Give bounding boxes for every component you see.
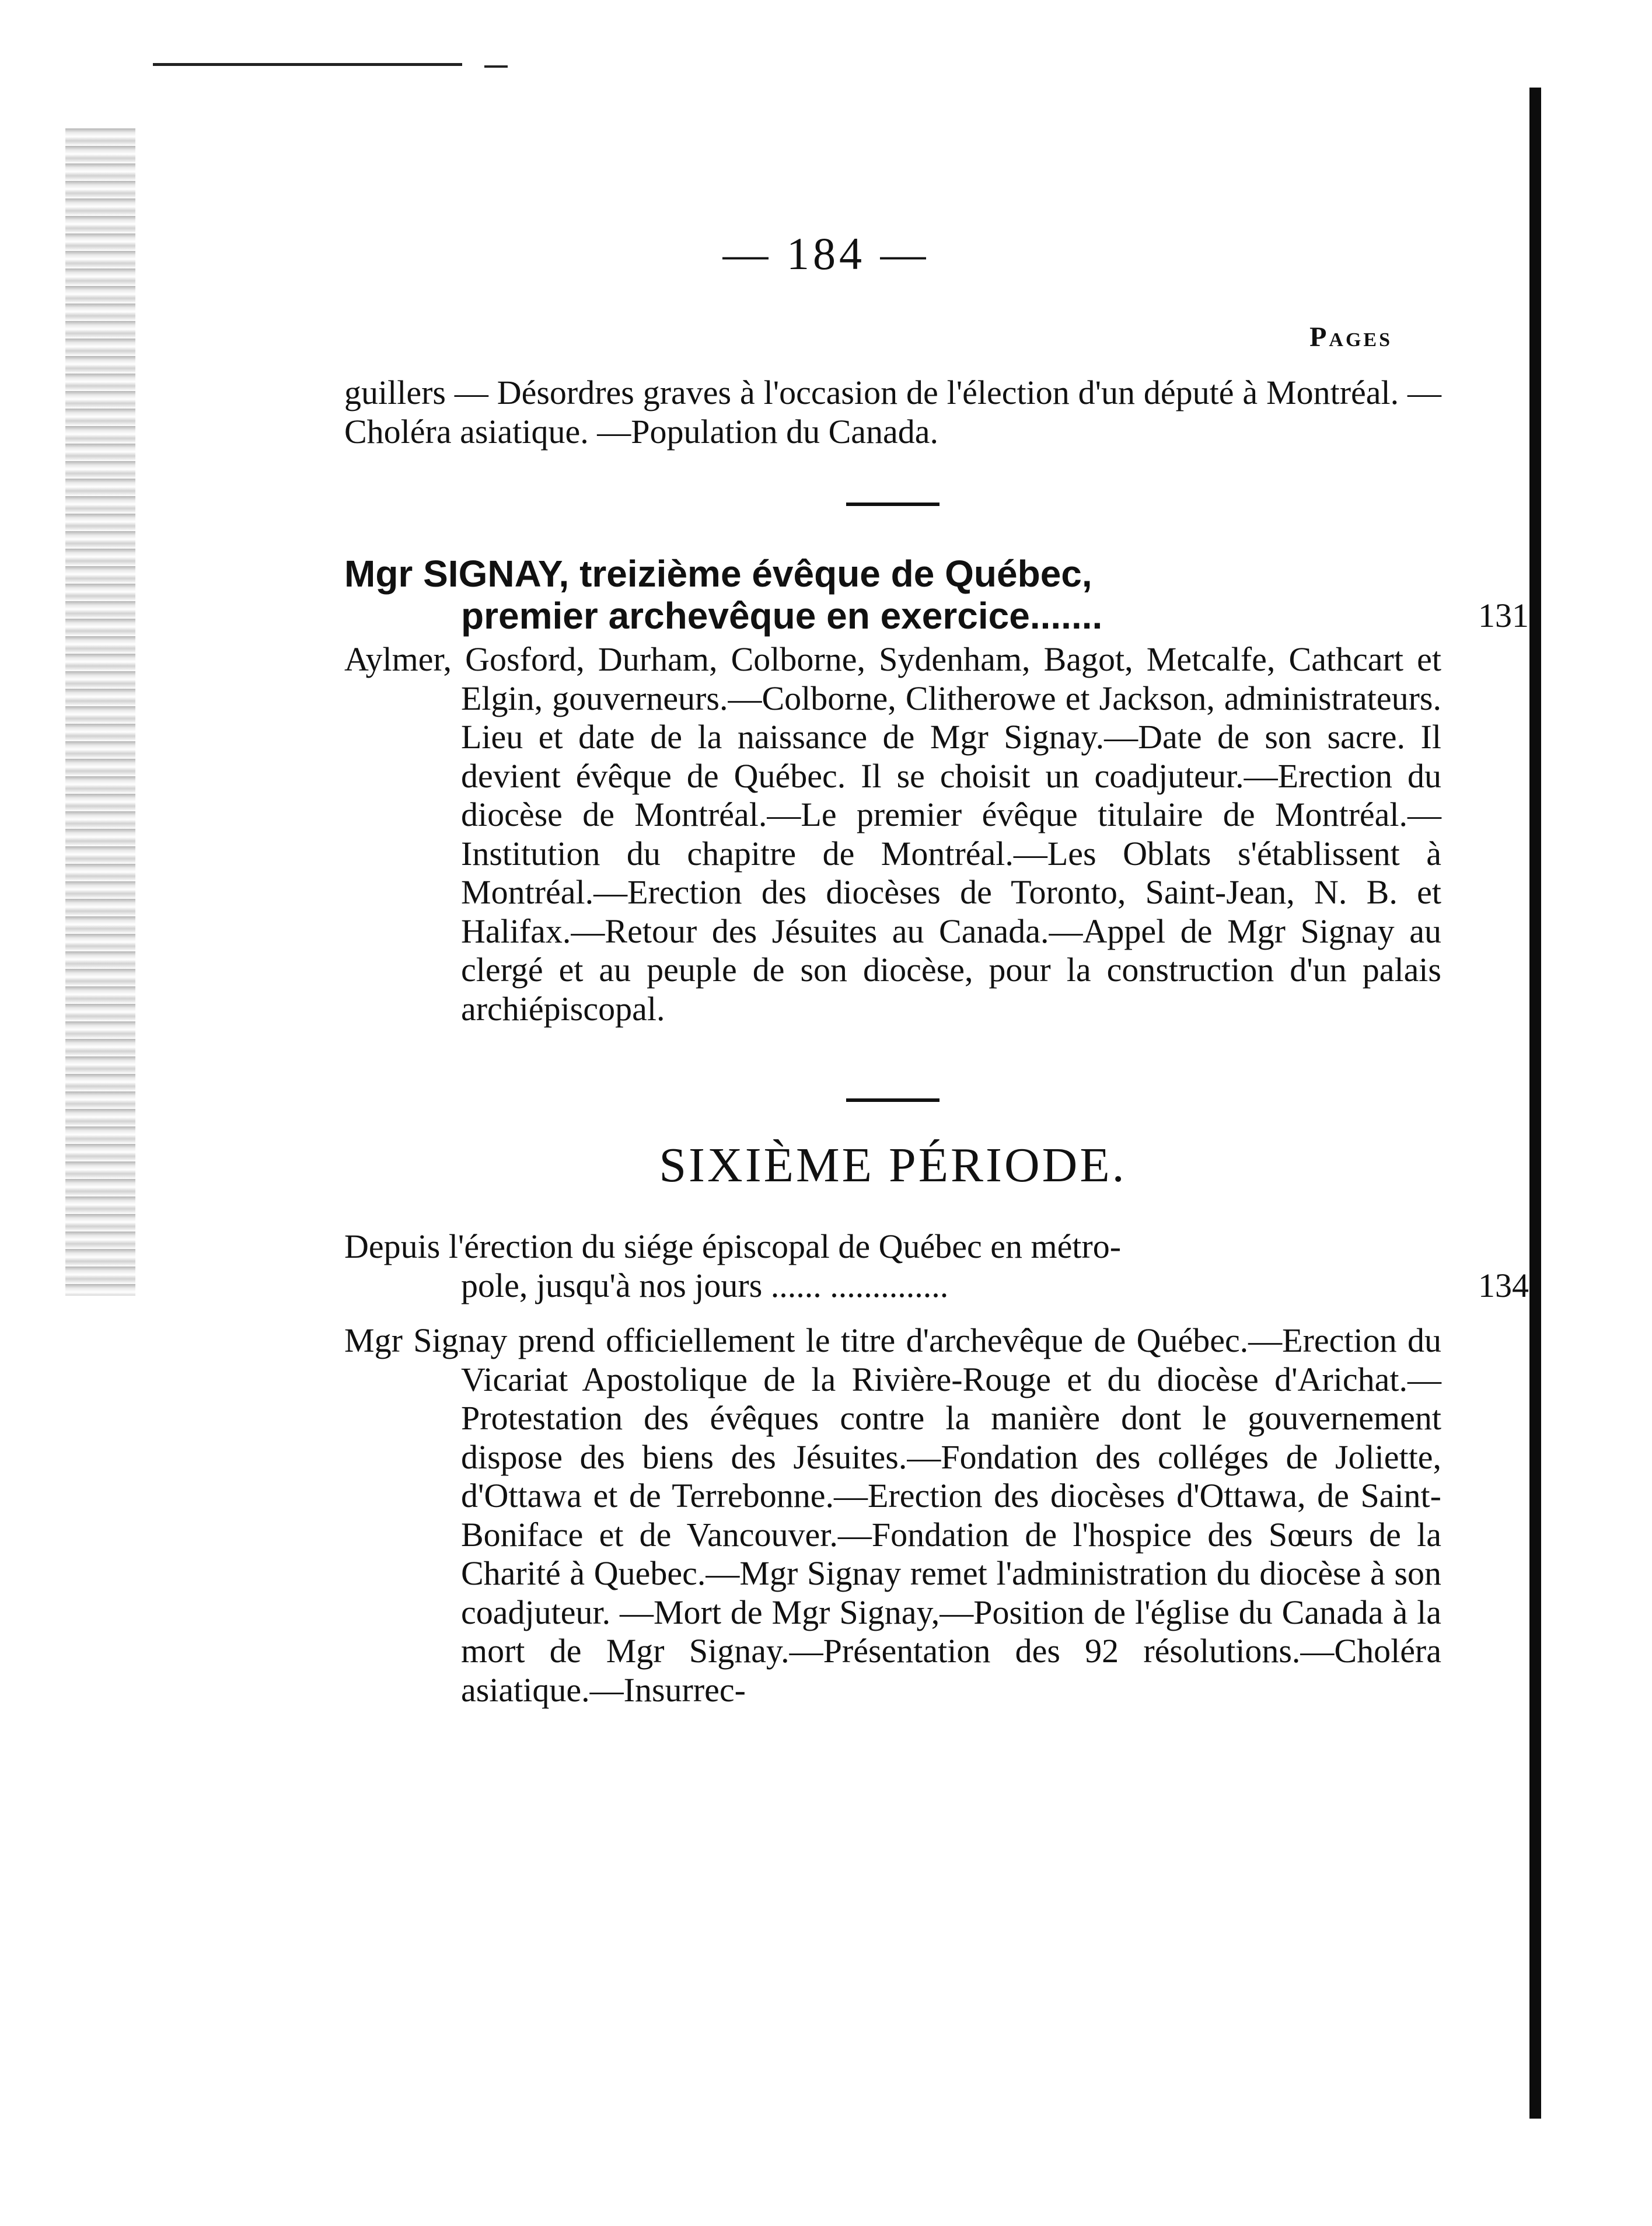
entry-title-line1: Mgr SIGNAY, treizième évêque de Québec,: [344, 553, 1092, 595]
entry-signay-summary: Aylmer, Gosford, Durham, Colborne, Sydenham, Bagot, Metcalfe, Cathcart et Elgin, gouverneurs.—Colborne, Clitherowe et Jackson, administrateurs. Lieu et date de la naissance de Mgr Signay.—Date de son sacre. Il devient évêque de Québec. Il se choisit un coadjuteur.—Erection du diocèse de Montréal.—Le premier évêque titulaire de Montréal.—Institution du chapitre de Montréal.—Les Oblats s'établissent à Montréal.—Erection des diocèses de Toronto, Saint-Jean, N. B. et Halifax.—Retour des Jésuites au Canada.—Appel de Mgr Signay au clergé et au peuple de son diocèse, pour la construction d'un palais archiépiscopal.: [344, 640, 1441, 1028]
intro-paragraph: guillers — Désordres graves à l'occasion de l'élection d'un député à Montréal. —Choléra asiatique. —Population du Canada.: [344, 374, 1441, 451]
right-edge-bar: [1529, 88, 1541, 2119]
scan-artifact-rule: [153, 63, 462, 66]
period-subtitle-line2: pole, jusqu'à nos jours ...... ..............: [461, 1266, 949, 1304]
period-page: 134: [1478, 1266, 1529, 1304]
entry-signay-title: [344, 553, 1529, 637]
binding-edge-artifact: [65, 128, 135, 1296]
table-of-contents: [344, 228, 1529, 1709]
entry-title-line2: premier archevêque en exercice.......: [461, 595, 1103, 637]
period-summary: Mgr Signay prend officiellement le titre d'archevêque de Québec.—Erection du Vicariat Apostolique de la Rivière-Rouge et du diocèse d'Arichat.—Protestation des évêques contre la manière dont le gouvernement dispose des biens des Jésuites.—Fondation des colléges de Joliette, d'Ottawa et de Terrebonne.—Erection des diocèses d'Ottawa, de Saint-Boniface et de Vancouver.—Fondation de l'hospice des Sœurs de la Charité à Quebec.—Mgr Signay remet l'administration du diocèse à son coadjuteur. —Mort de Mgr Signay,—Position de l'église du Canada à la mort de Mgr Signay.—Présentation des 92 résolutions.—Choléra asiatique.—Insurrec-: [344, 1321, 1441, 1709]
scan-artifact-mark: [484, 65, 508, 68]
pages-column-label: Pages: [1309, 322, 1392, 353]
period-title: SIXIÈME PÉRIODE.: [659, 1138, 1127, 1192]
period-subtitle: [344, 1227, 1529, 1305]
entry-signay-page: 131: [1478, 596, 1529, 634]
page-number: — 184 —: [722, 228, 930, 279]
period-subtitle-line1: Depuis l'érection du siége épiscopal de Québec en métro-: [344, 1227, 1122, 1265]
